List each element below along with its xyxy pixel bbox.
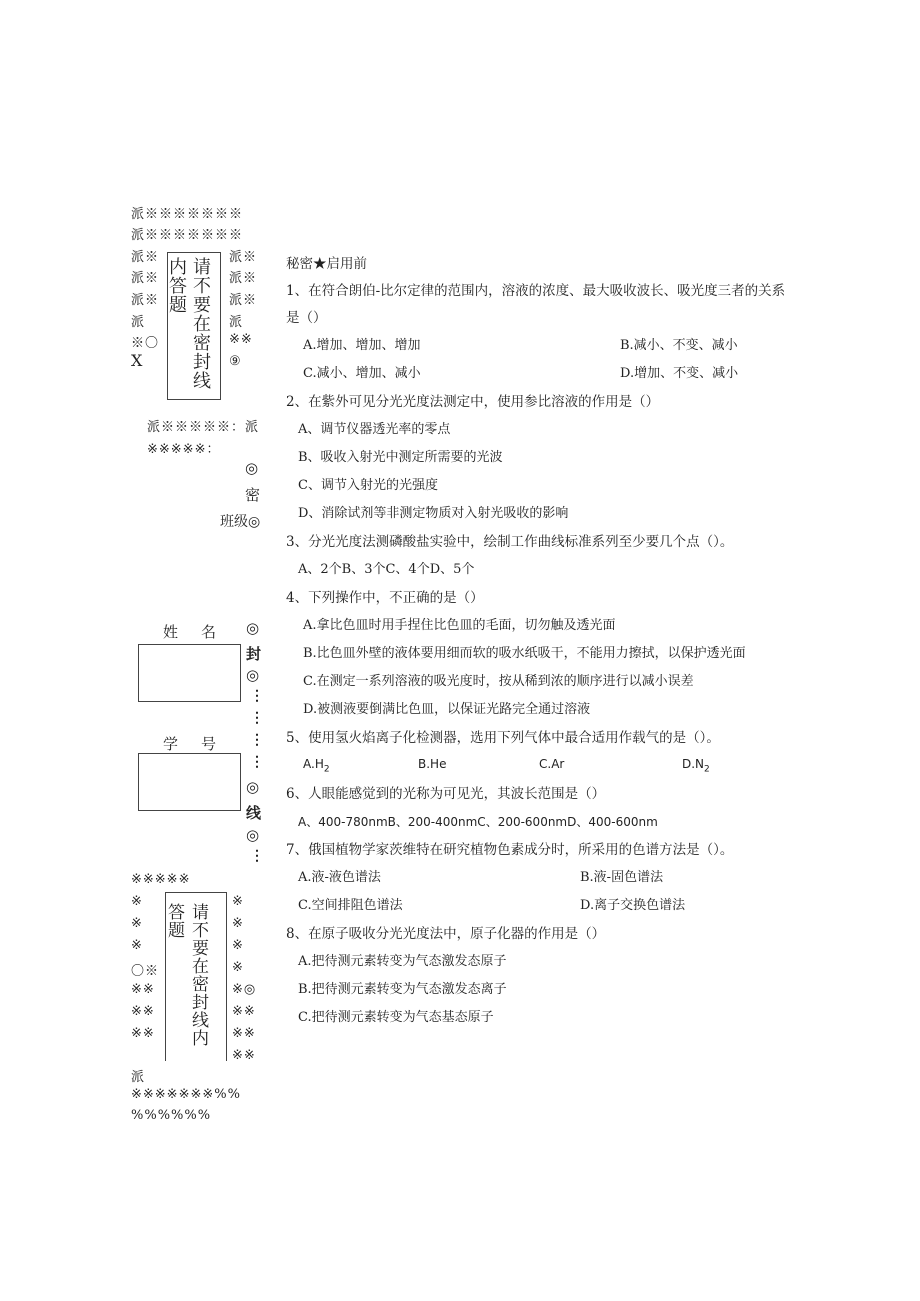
option: C.Ar	[539, 757, 565, 771]
deco-mark: ※	[131, 916, 143, 931]
deco-mark: ※※	[232, 1026, 256, 1041]
deco-mark: 派	[131, 1070, 146, 1085]
option: C.在测定一系列溶液的吸光度时，按从稀到浓的顺序进行以减小误差	[303, 674, 694, 689]
deco-mark: 〇※	[131, 964, 160, 979]
question-stem: 5、使用氢火焰离子化检测器，选用下列气体中最合适用作载气的是（）。	[286, 730, 720, 746]
deco-mark: 派※	[229, 250, 258, 265]
deco-line: 派※※※※※※※	[131, 207, 244, 222]
deco-mark: ⑨	[229, 354, 242, 369]
option: B.液-固色谱法	[580, 870, 664, 885]
deco-line: %%%%%%	[131, 1108, 212, 1123]
confidential-header: 秘密★启用前	[286, 256, 367, 272]
deco-mark: ※	[131, 938, 143, 953]
deco-line: ※※※※※	[131, 872, 191, 887]
deco-mark: 派※	[131, 271, 160, 286]
notice-box	[167, 252, 221, 400]
side-mark: ◎	[246, 666, 260, 684]
deco-mark: ※※	[131, 1026, 155, 1041]
option: A.增加、增加、增加	[303, 338, 421, 353]
option: D.增加、不变、减小	[620, 366, 739, 381]
option: A、2个B、3个C、4个D、5个	[298, 562, 475, 577]
name-label: 姓 名	[163, 623, 221, 641]
option: B.He	[418, 757, 447, 771]
option: C.减小、增加、减小	[303, 366, 421, 381]
option: C、调节入射光的光强度	[298, 478, 438, 493]
question-stem: 1、在符合朗伯-比尔定律的范围内，溶液的浓度、最大吸收波长、吸光度三者的关系	[286, 283, 786, 299]
question-stem: 8、在原子吸收分光光度法中，原子化器的作用是（）	[286, 926, 606, 942]
deco-mark: ※	[232, 916, 244, 931]
deco-line: ※※※※※：	[147, 442, 221, 457]
question-stem: 7、俄国植物学家茨维特在研究植物色素成分时，所采用的色谱方法是（）。	[286, 842, 734, 858]
option: $A.H_2$	[303, 757, 330, 775]
deco-mark: 派※	[131, 250, 160, 265]
question-stem: 2、在紫外可见分光光度法测定中，使用参比溶液的作用是（）	[286, 394, 660, 410]
option: C.把待测元素转变为气态基态原子	[298, 1010, 494, 1025]
deco-mark: 派※	[229, 293, 258, 308]
question-stem: 4、下列操作中，不正确的是（）	[286, 590, 484, 606]
mi-mark: 密	[245, 486, 261, 504]
side-mark: ⋮	[250, 732, 264, 748]
deco-mark: 派※	[229, 271, 258, 286]
deco-mark: ※※	[131, 982, 155, 997]
question-stem-cont: 是（）	[286, 310, 327, 326]
side-mark: ⋮	[250, 710, 264, 726]
option: D、消除试剂等非测定物质对入射光吸收的影响	[298, 506, 569, 521]
side-mark: ⋮	[250, 754, 264, 770]
side-mark: ◎	[246, 778, 260, 796]
deco-mark: ※※	[232, 1004, 256, 1019]
option: D.离子交换色谱法	[580, 898, 686, 913]
option: $D.N_2$	[682, 757, 710, 775]
notice-box	[165, 892, 227, 1061]
side-mark: ◎	[246, 619, 260, 637]
side-mark: 封	[246, 645, 262, 663]
student-id-field[interactable]	[138, 753, 241, 811]
option: A.把待测元素转变为气态激发态原子	[298, 954, 507, 969]
side-mark: ⋮	[250, 688, 264, 704]
side-mark: 线	[246, 804, 262, 822]
notice-text: 请不要在密封线内答题	[164, 903, 208, 1047]
side-mark: ⋮	[250, 848, 264, 864]
deco-mark: X	[131, 351, 143, 370]
deco-mark: ※※	[232, 1048, 256, 1063]
deco-mark: 派※	[131, 293, 160, 308]
notice-text: 请不要在密封线内答题	[166, 257, 211, 390]
deco-line: 派※※※※※：派	[147, 420, 260, 435]
side-mark: ◎	[246, 826, 260, 844]
deco-mark: 派	[131, 315, 146, 330]
deco-line: 派※※※※※※※	[131, 228, 244, 243]
name-field[interactable]	[138, 644, 241, 702]
option: B、吸收入射光中测定所需要的光波	[298, 450, 503, 465]
option: C.空间排阻色谱法	[298, 898, 403, 913]
option: B.减小、不变、减小	[620, 338, 738, 353]
circle-mark: ◎	[245, 459, 259, 477]
question-stem: 6、人眼能感觉到的光称为可见光，其波长范围是（）	[286, 786, 606, 802]
deco-mark: ※	[232, 938, 244, 953]
deco-mark: ※	[232, 894, 244, 909]
deco-mark: ※	[232, 960, 244, 975]
deco-mark: ※	[131, 894, 143, 909]
deco-mark: ※〇	[131, 336, 160, 351]
deco-mark: ※※	[131, 1004, 155, 1019]
option: A.液-液色谱法	[298, 870, 381, 885]
deco-mark: ※◎	[232, 982, 257, 997]
student-id-label: 学 号	[163, 735, 221, 753]
option: A、调节仪器透光率的零点	[298, 422, 451, 437]
option: B.把待测元素转变为气态激发态离子	[298, 982, 507, 997]
deco-mark: ※※	[229, 332, 253, 347]
option: D.被测液要倒满比色皿，以保证光路完全通过溶液	[303, 702, 591, 717]
question-stem: 3、分光光度法测磷酸盐实验中，绘制工作曲线标准系列至少要几个点（）。	[286, 534, 734, 550]
option: B.比色皿外壁的液体要用细而软的吸水纸吸干，不能用力擦拭，以保护透光面	[303, 646, 746, 661]
deco-mark: 派	[229, 315, 244, 330]
class-label: 班级◎	[220, 514, 261, 530]
option: A、400-780nmB、200-400nmC、200-600nmD、400-600nm	[298, 815, 658, 829]
option: A.拿比色皿时用手捏住比色皿的毛面，切勿触及透光面	[303, 618, 616, 633]
deco-line: ※※※※※※※%%	[131, 1087, 241, 1102]
